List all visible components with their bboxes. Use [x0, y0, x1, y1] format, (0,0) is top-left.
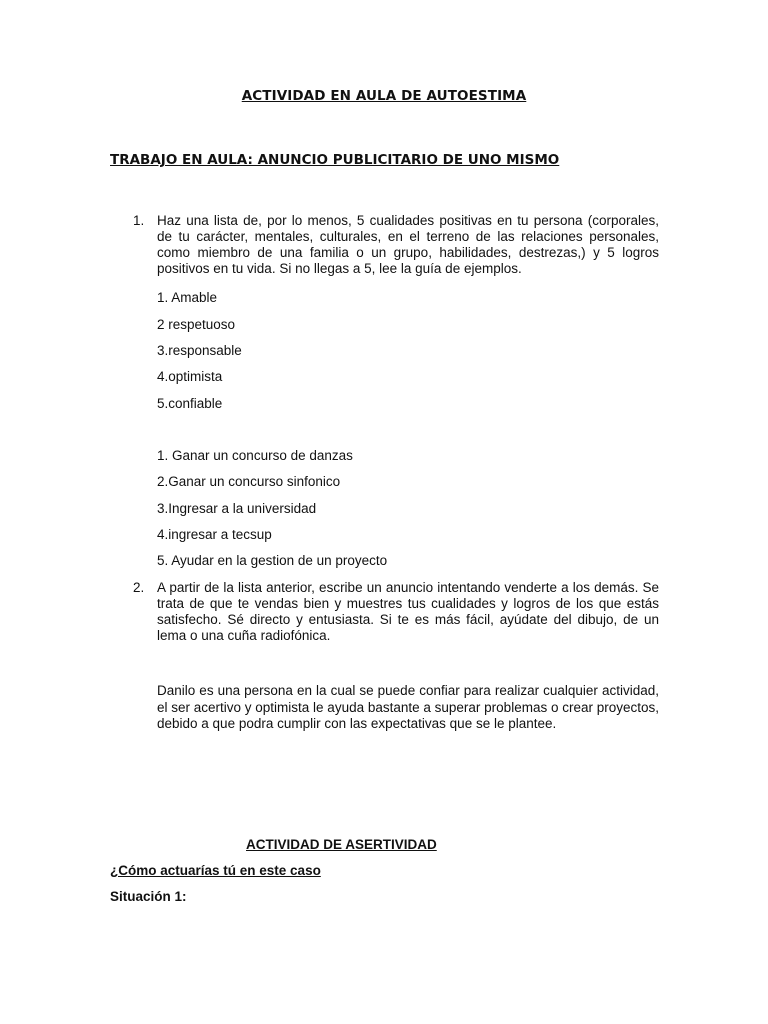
quality-item: 3.responsable — [157, 343, 242, 358]
quality-item: 1. Amable — [157, 290, 218, 305]
item-number: 1. — [133, 213, 145, 228]
instruction-item-2 — [133, 580, 659, 644]
situation-label: Situación 1: — [110, 889, 187, 904]
achievement-item: 3.Ingresar a la universidad — [157, 501, 317, 516]
answer-paragraph: Danilo es una persona en la cual se puede confiar para realizar cualquier actividad, el ser acertivo y optimista le ayuda bastante a superar problemas o crear proyectos, debido a que podra cumplir con las expectativas que se le plantee. — [157, 683, 659, 731]
item-text: A partir de la lista anterior, escribe un anuncio intentando venderte a los demás. Se trata de que te vendas bien y muestres tus cualidades y logros de los que estás satisfecho. Sé directo y entusiasta. Si te es más fácil, ayúdate del dibujo, de un lema o una cuña radiofónica. — [157, 580, 659, 643]
section-heading: ACTIVIDAD DE ASERTIVIDAD — [246, 837, 437, 852]
item-text: Haz una lista de, por lo menos, 5 cualidades positivas en tu persona (corporales, de tu carácter, mentales, culturales, en el terreno de las relaciones personales, como miembro de una familia o un grupo, habilidades, destrezas,) y 5 logros positivos en tu vida. Si no llegas a 5, lee la guía de ejemplos. — [157, 213, 659, 276]
achievement-item: 4.ingresar a tecsup — [157, 527, 272, 542]
section-question: ¿Cómo actuarías tú en este caso — [110, 863, 321, 878]
document-title: ACTIVIDAD EN AULA DE AUTOESTIMA — [241, 88, 527, 104]
quality-item: 4.optimista — [157, 369, 223, 384]
instruction-item-1 — [133, 213, 659, 277]
quality-item: 2 respetuoso — [157, 317, 236, 332]
achievement-item: 2.Ganar un concurso sinfonico — [157, 474, 341, 489]
achievement-item: 5. Ayudar en la gestion de un proyecto — [157, 553, 388, 568]
item-number: 2. — [133, 580, 145, 595]
document-subtitle: TRABAJO EN AULA: ANUNCIO PUBLICITARIO DE UNO MISMO — [110, 152, 560, 168]
quality-item: 5.confiable — [157, 396, 223, 411]
achievement-item: 1. Ganar un concurso de danzas — [157, 448, 353, 463]
